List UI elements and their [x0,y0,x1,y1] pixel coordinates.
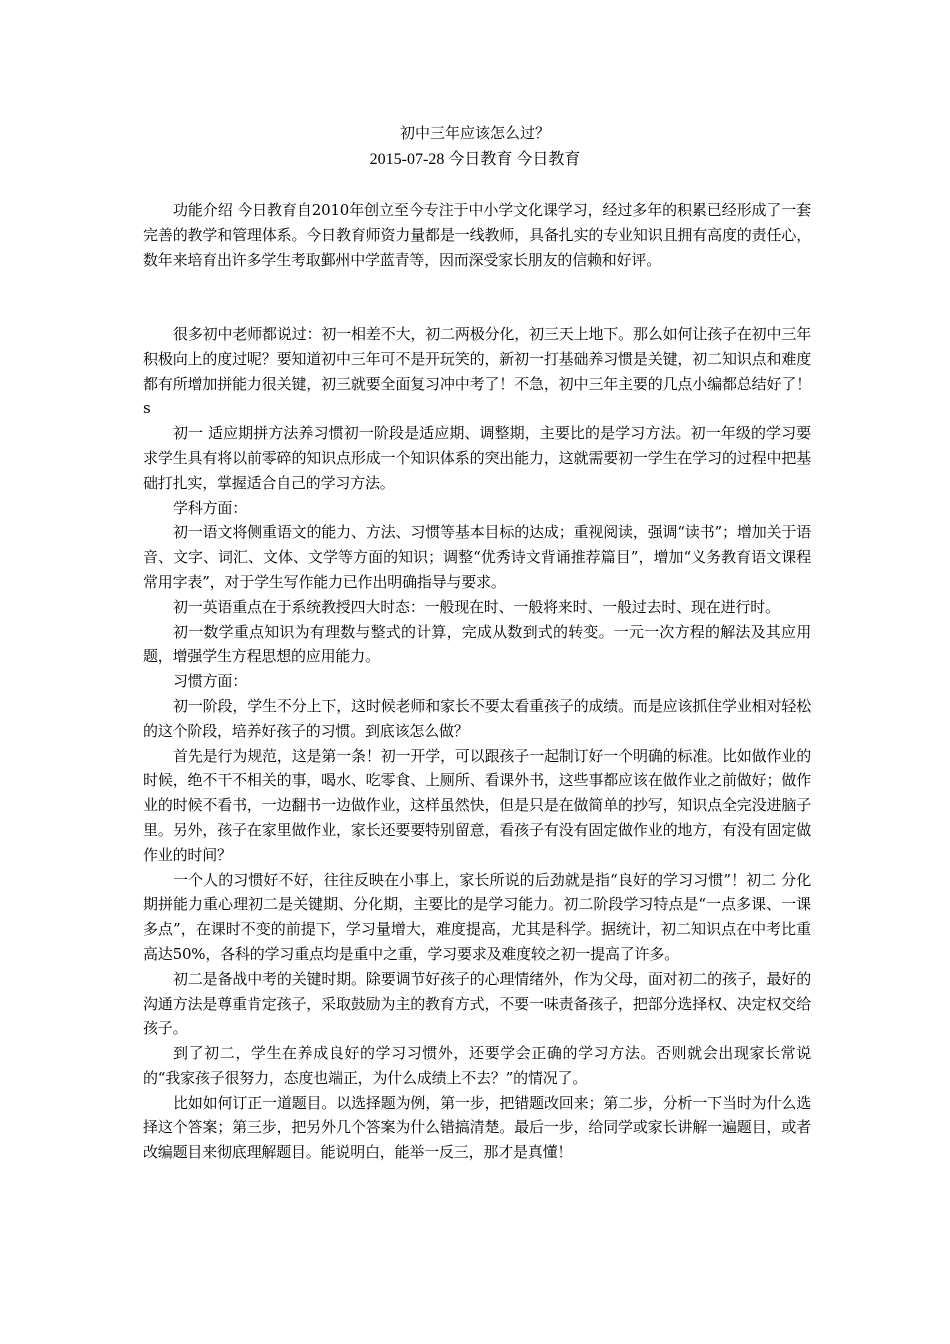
paragraph-spacer [143,272,811,297]
paragraph: 初一阶段，学生不分上下，这时候老师和家长不要太看重孩子的成绩。而是应该抓住学业相对轻松的这个阶段，培养好孩子的习惯。到底该怎么做？ [143,696,811,740]
document-title: 初中三年应该怎么过？ [399,124,550,142]
paragraph: 一个人的习惯好不好，往往反映在小事上，家长所说的后劲就是指“良好的学习习惯”！初二 分化期拼能力重心理初二是关键期、分化期，主要比的是学习能力。初二阶段学习特点是“一点多课、一课多点”，在课时不变的前提下，学习量增大，难度提高，尤其是科学。据统计，初二知识点在中考比重高达50%，各科的学习重点均是重中之重，学习要求及难度较之初一提高了许多。 [143,870,811,963]
paragraph: 初一数学重点知识为有理数与整式的计算，完成从数到式的转变。一元一次方程的解法及其应用题，增强学生方程思想的应用能力。 [143,622,811,666]
document-subtitle: 2015-07-28 今日教育 今日教育 [369,151,581,168]
paragraph: 初一 适应期拼方法养习惯初一阶段是适应期、调整期，主要比的是学习方法。初一年级的学习要求学生具有将以前零碎的知识点形成一个知识体系的突出能力，这就需要初一学生在学习的过程中把基础打扎实，掌握适合自己的学习方法。 [143,424,811,492]
paragraph: 比如如何订正一道题目。以选择题为例，第一步，把错题改回来；第二步，分析一下当时为什么选择这个答案；第三步，把另外几个答案为什么错搞清楚。最后一步，给同学或家长讲解一遍题目，或者改编题目来彻底理解题目。能说明白，能举一反三，那才是真懂！ [143,1093,811,1162]
paragraph: 初一语文将侧重语文的能力、方法、习惯等基本目标的达成；重视阅读，强调“读书”；增加关于语音、文字、词汇、文体、文学等方面的知识；调整“优秀诗文背诵推荐篇目”，增加“义务教育语文课程常用字表”，对于学生写作能力已作出明确指导与要求。 [143,523,811,591]
paragraph: 首先是行为规范，这是第一条！初一开学，可以跟孩子一起制订好一个明确的标准。比如做作业的时候，绝不干不相关的事，喝水、吃零食、上厕所、看课外书，这些事都应该在做作业之前做好；做作业的时候不看书，一边翻书一边做作业，这样虽然快，但是只是在做简单的抄写，知识点全完没进脑子里。另外，孩子在家里做作业，家长还要要特别留意，看孩子有没有固定做作业的地方，有没有固定做作业的时间？ [143,746,811,864]
intro-paragraph: 功能介绍 今日教育自2010年创立至今专注于中小学文化课学习，经过多年的积累已经形成了一套完善的教学和管理体系。今日教育师资力量都是一线教师，具备扎实的专业知识且拥有高度的责任心，数年来培育出许多学生考取鄞州中学蓝青等，因而深受家长朋友的信赖和好评。 [143,201,811,269]
section-heading: 学科方面： [173,498,248,517]
paragraph: 很多初中老师都说过：初一相差不大，初二两极分化，初三天上地下。那么如何让孩子在初中三年积极向上的度过呢？要知道初中三年可不是开玩笑的，新初一打基础养习惯是关键，初二知识点和难度都有所增加拼能力很关键，初三就要全面复习冲中考了！不急，初中三年主要的几点小编都总结好了！s [143,324,811,418]
document-body [143,198,811,1165]
paragraph: 初一英语重点在于系统教授四大时态：一般现在时、一般将来时、一般过去时、现在进行时。 [173,597,780,616]
paragraph-spacer [143,297,811,322]
paragraph: 初二是备战中考的关键时期。除要调节好孩子的心理情绪外，作为父母，面对初二的孩子，最好的沟通方法是尊重肯定孩子，采取鼓励为主的教育方式，不要一味责备孩子，把部分选择权、决定权交给孩子。 [143,969,811,1038]
section-heading: 习惯方面： [173,672,248,691]
paragraph: 到了初二，学生在养成良好的学习习惯外，还要学会正确的学习方法。否则就会出现家长常说的“我家孩子很努力，态度也端正，为什么成绩上不去？”的情况了。 [143,1044,811,1087]
